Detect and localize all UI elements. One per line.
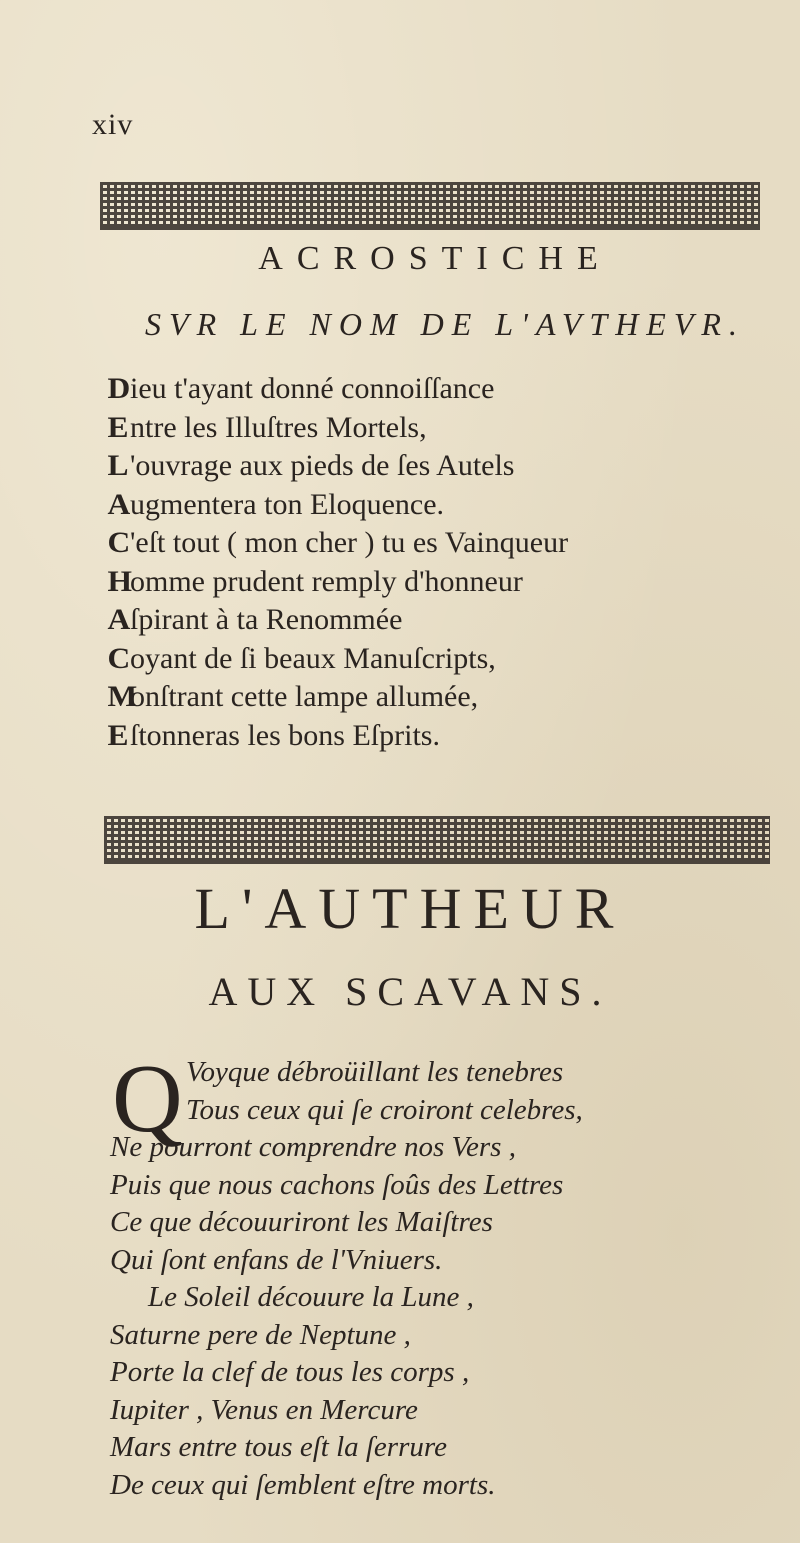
section-subtitle: AUX SCAVANS. xyxy=(208,969,612,1014)
acrostic-line xyxy=(108,447,788,486)
ornamental-border-middle xyxy=(104,816,770,864)
poem-line: Voyque débroüillant les tenebres xyxy=(186,1056,564,1088)
acrostic-initial: L xyxy=(107,449,129,482)
acrostic-initial: H xyxy=(107,564,132,598)
poem-line: Porte la clef de tous les corps , xyxy=(110,1356,470,1388)
acrostic-initial: A xyxy=(107,487,131,521)
poem-line: Ce que découuriront les Maiſtres xyxy=(110,1206,493,1238)
poem-line: Puis que nous cachons ſoûs des Lettres xyxy=(110,1168,564,1201)
acrostic-line xyxy=(108,486,788,525)
acrostic-text: ieu t'ayant donné connoiſſance xyxy=(130,372,495,405)
drop-cap: Q xyxy=(112,1045,183,1153)
poem-line: Ne pourront comprendre nos Vers , xyxy=(110,1131,516,1163)
poem-line: Le Soleil découure la Lune , xyxy=(148,1281,474,1313)
poem-line: De ceux qui ſemblent eſtre morts. xyxy=(110,1468,496,1501)
acrostic-text: ugmentera ton Eloquence. xyxy=(130,487,445,521)
acrostic-text: ntre les Illuſtres Mortels, xyxy=(130,410,427,444)
acrostic-line xyxy=(108,370,788,409)
acrostic-initial: M xyxy=(107,680,138,713)
acrostic-text: onſtrant cette lampe allumée, xyxy=(130,680,479,713)
acrostic-line xyxy=(108,640,788,679)
poem-line: Tous ceux qui ſe croiront celebres, xyxy=(186,1093,583,1126)
poem-line: Qui ſont enfans de l'Vniuers. xyxy=(110,1243,443,1276)
acrostic-initial: C xyxy=(107,526,131,559)
acrostic-line xyxy=(108,524,788,563)
poem xyxy=(110,1054,790,1504)
poem-line: Iupiter , Venus en Mercure xyxy=(110,1393,418,1426)
acrostic-line xyxy=(108,678,788,717)
acrostic-text: ſtonneras les bons Eſprits. xyxy=(130,718,440,752)
acrostic-text: 'ouvrage aux pieds de ſes Autels xyxy=(130,449,515,482)
acrostic-text: ſpirant à ta Renommée xyxy=(130,603,403,636)
acrostic-initial: E xyxy=(107,410,129,444)
poem-line: Mars entre tous eſt la ſerrure xyxy=(110,1431,447,1463)
acrostic-poem xyxy=(108,370,788,755)
poem-line: Saturne pere de Neptune , xyxy=(110,1318,411,1351)
acrostic-text: 'eſt tout ( mon cher ) tu es Vainqueur xyxy=(130,526,569,559)
acrostic-line xyxy=(108,601,788,640)
section-title: L'AUTHEUR xyxy=(194,876,626,941)
acrostic-initial: C xyxy=(107,641,131,675)
acrostic-line xyxy=(108,717,788,756)
acrostic-text: omme prudent remply d'honneur xyxy=(130,564,523,598)
acrostic-initial: D xyxy=(107,372,131,405)
ornamental-border-top xyxy=(100,182,760,230)
acrostic-initial: E xyxy=(107,718,129,752)
acrostic-line xyxy=(108,563,788,602)
acrostiche-title: ACROSTICHE xyxy=(258,240,612,277)
page-number: xiv xyxy=(92,108,134,141)
acrostic-line xyxy=(108,409,788,448)
acrostic-initial: A xyxy=(107,603,131,636)
acrostic-text: oyant de ſi beaux Manuſcripts, xyxy=(130,641,496,675)
acrostiche-subtitle: SVR LE NOM DE L'AVTHEVR. xyxy=(145,306,745,342)
